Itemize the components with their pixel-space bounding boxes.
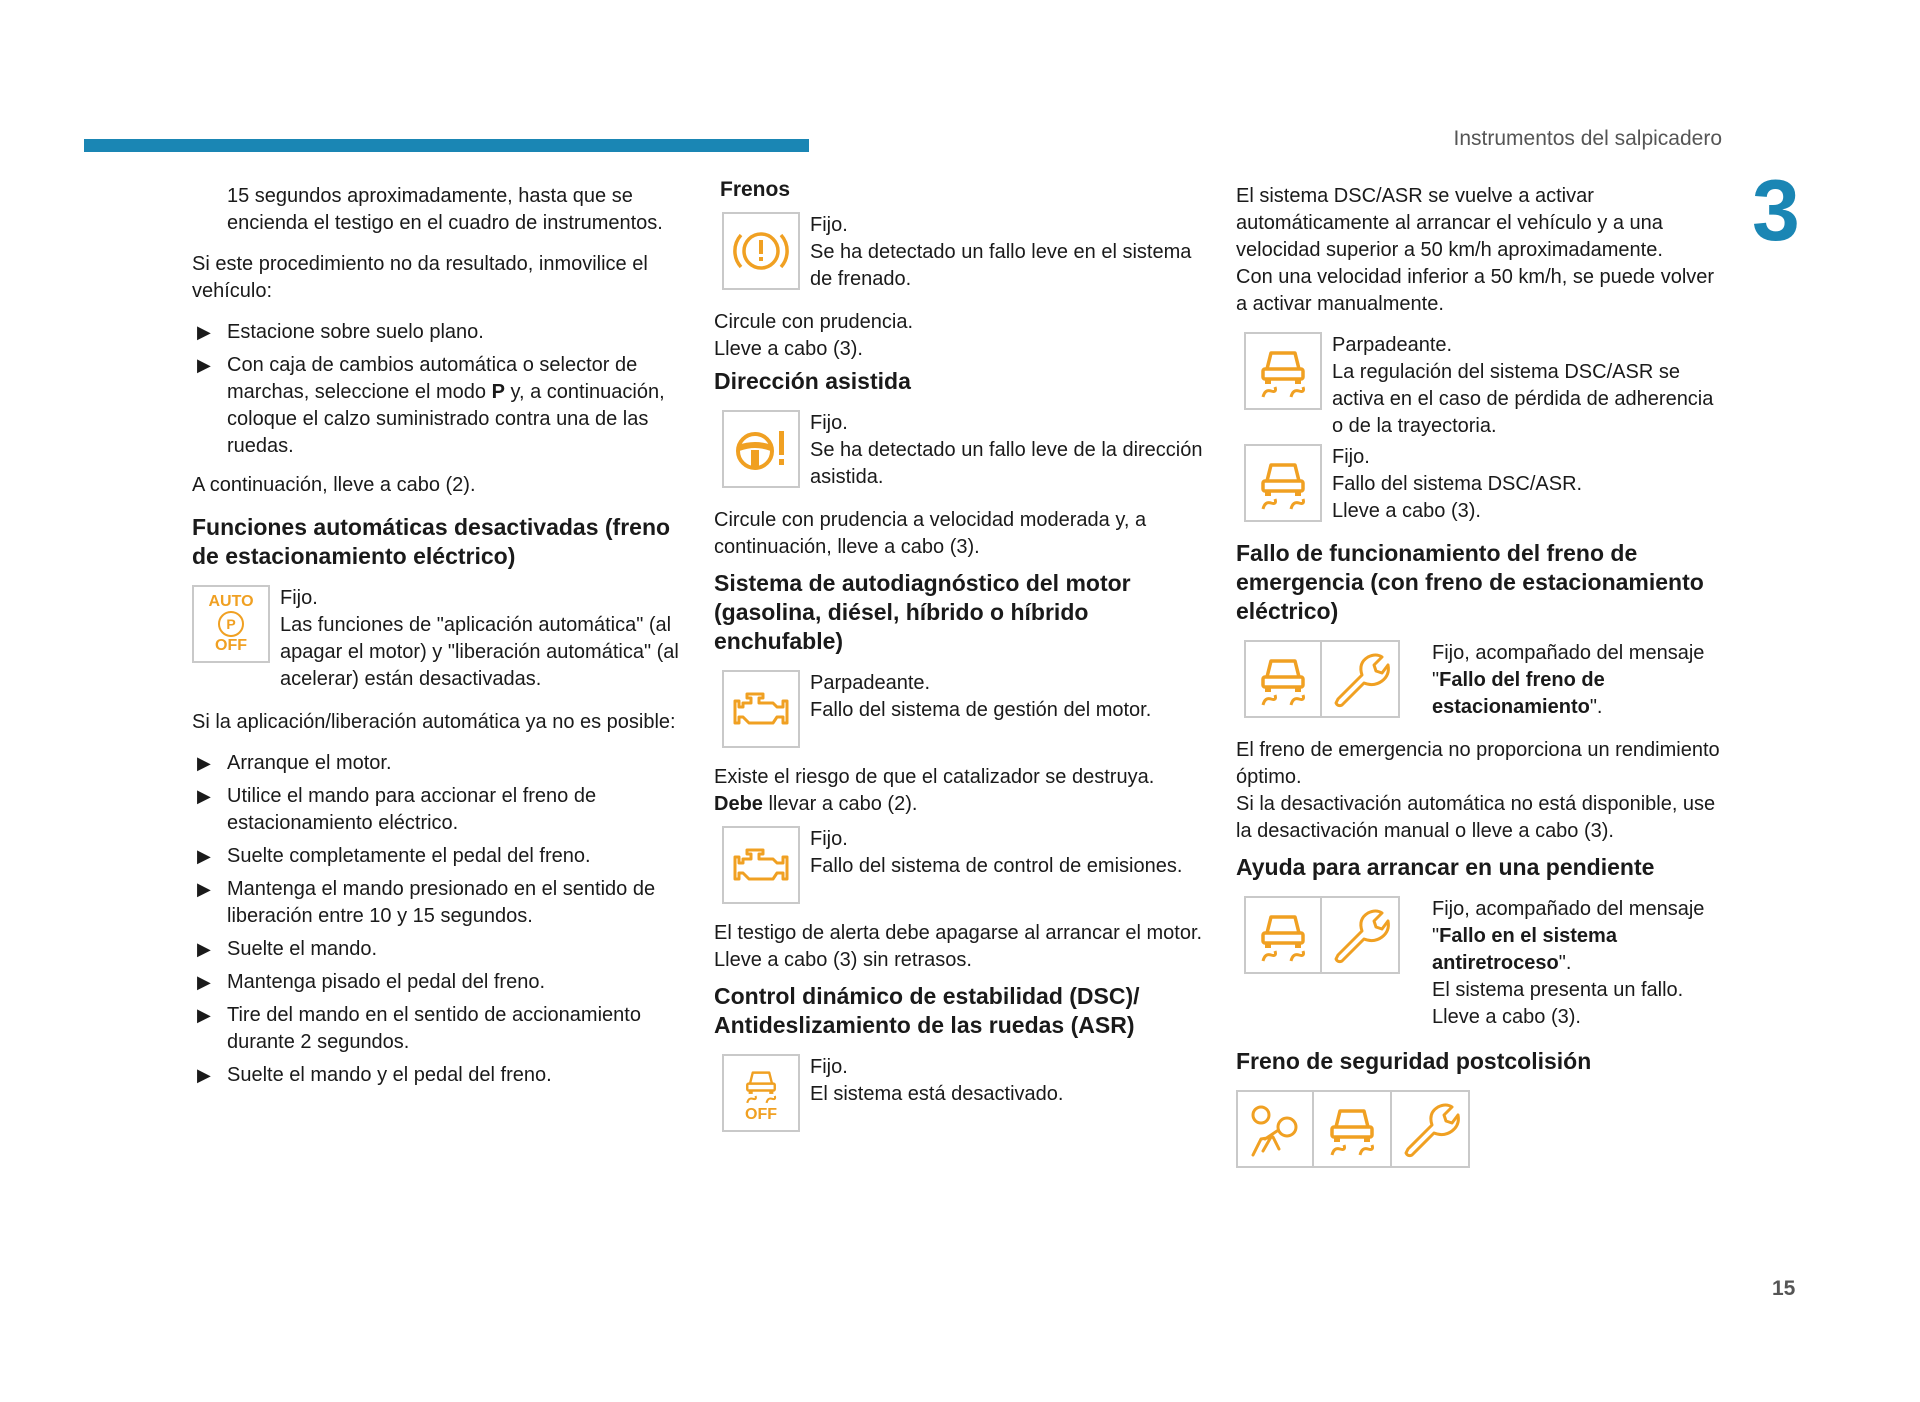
- warning-row: [1244, 640, 1726, 721]
- steering-warning-icon: [722, 410, 800, 488]
- paragraph: Si la desactivación automática no está disponible, use la desactivación manual o lleve a cabo (3).: [1236, 793, 1716, 842]
- paragraph: A continuación, lleve a cabo (2).: [192, 474, 476, 496]
- section-heading: Frenos: [720, 178, 791, 201]
- warning-text: La regulación del sistema DSC/ASR se activa en el caso de pérdida de adherencia o de la trayectoria.: [1332, 361, 1714, 437]
- bullet-triangle-icon: ▶: [197, 322, 211, 342]
- warning-status: Fijo.: [810, 214, 848, 236]
- warning-row: [722, 410, 1204, 491]
- section-heading: Dirección asistida: [714, 368, 911, 394]
- warning-status: Fijo.: [280, 587, 318, 609]
- warning-row: [722, 212, 1204, 293]
- paragraph: Lleve a cabo (3) sin retrasos.: [714, 949, 972, 971]
- warning-row: [1244, 332, 1726, 440]
- warning-status: Fijo.: [810, 412, 848, 434]
- paragraph: Circule con prudencia a velocidad moderada y, a continuación, lleve a cabo (3).: [714, 509, 1147, 558]
- list-item: ▶ Suelte el mando y el pedal del freno.: [192, 1062, 682, 1089]
- chapter-title: Instrumentos del salpicadero: [1453, 127, 1722, 150]
- list-item: ▶ Utilice el mando para accionar el freno de estacionamiento eléctrico.: [197, 785, 597, 834]
- paragraph: El sistema DSC/ASR se vuelve a activar automáticamente al arrancar el vehículo y a una velocidad superior a 50 km/h aproximadamente.: [1236, 185, 1663, 261]
- warning-row: [722, 826, 1204, 904]
- list-item: ▶ Suelte completamente el pedal del freno.: [192, 843, 682, 870]
- bullet-triangle-icon: ▶: [197, 972, 211, 992]
- bullet-list: [192, 750, 682, 1089]
- paragraph: Con una velocidad inferior a 50 km/h, se puede volver a activar manualmente.: [1236, 266, 1715, 315]
- section-heading: Ayuda para arrancar en una pendiente: [1236, 854, 1655, 880]
- warning-text: Lleve a cabo (3).: [1432, 1006, 1581, 1028]
- list-item: ▶ Estacione sobre suelo plano.: [192, 319, 682, 346]
- dsc-off-icon: OFF: [722, 1054, 800, 1132]
- column-left: [192, 183, 682, 1101]
- section-heading: Freno de seguridad postcolisión: [1236, 1048, 1592, 1074]
- brake-warning-icon: [722, 212, 800, 290]
- warning-text: Se ha detectado un fallo leve de la dirección asistida.: [810, 439, 1203, 488]
- warning-status: Fijo.: [810, 828, 848, 850]
- warning-row: [1244, 896, 1726, 1031]
- bullet-triangle-icon: ▶: [197, 1005, 211, 1025]
- bullet-list: [192, 319, 682, 460]
- warning-text: Lleve a cabo (3).: [1332, 500, 1481, 522]
- list-item: ▶ Mantenga el mando presionado en el sentido de liberación entre 10 y 15 segundos.: [197, 878, 656, 927]
- paragraph: El testigo de alerta debe apagarse al arrancar el motor.: [714, 922, 1203, 944]
- skid-warning-icon: [1244, 640, 1322, 718]
- skid-warning-icon: [1244, 444, 1322, 522]
- warning-status: Fijo.: [1332, 446, 1370, 468]
- warning-row: [722, 1054, 1204, 1132]
- bullet-triangle-icon: ▶: [197, 846, 211, 866]
- warning-row: [722, 670, 1204, 748]
- page-number: 15: [1772, 1277, 1796, 1300]
- paragraph: Existe el riesgo de que el catalizador se destruya.: [714, 766, 1155, 788]
- bullet-triangle-icon: ▶: [197, 753, 211, 773]
- postcollision-icons: [1236, 1090, 1726, 1168]
- skid-warning-icon: [1244, 896, 1322, 974]
- section-heading: Sistema de autodiagnóstico del motor (gasolina, diésel, híbrido o híbrido enchufable): [714, 570, 1131, 654]
- warning-text: Las funciones de "aplicación automática" (al apagar el motor) y "liberación automática" (al acelerar) están desactivadas.: [280, 614, 679, 690]
- engine-warning-icon: [722, 826, 800, 904]
- bullet-triangle-icon: ▶: [197, 939, 211, 959]
- column-right: [1236, 183, 1726, 1168]
- warning-row: [1244, 444, 1726, 525]
- wrench-icon: [1392, 1090, 1470, 1168]
- chapter-number: 3: [1752, 163, 1800, 259]
- list-item: ▶ Suelte el mando.: [192, 936, 682, 963]
- engine-warning-icon: [722, 670, 800, 748]
- list-item: ▶ Tire del mando en el sentido de accionamiento durante 2 segundos.: [197, 1004, 641, 1053]
- paragraph: Debe llevar a cabo (2).: [714, 793, 918, 815]
- warning-text: Fallo del sistema de gestión del motor.: [810, 699, 1152, 721]
- bullet-triangle-icon: ▶: [197, 1065, 211, 1085]
- skid-warning-icon: [1314, 1090, 1392, 1168]
- warning-text: Fallo del sistema de control de emisiones.: [810, 855, 1183, 877]
- auto-p-off-icon: AUTO P OFF: [192, 585, 270, 663]
- wrench-icon: [1322, 640, 1400, 718]
- warning-status: Fijo.: [810, 1056, 848, 1078]
- section-heading: Funciones automáticas desactivadas (freno de estacionamiento eléctrico): [192, 514, 671, 569]
- bullet-triangle-icon: ▶: [197, 786, 211, 806]
- list-item: ▶ Con caja de cambios automática o selector de marchas, seleccione el modo P y, a continuación, coloque el calzo suministrado contra una de las ruedas.: [197, 354, 665, 457]
- paragraph: 15 segundos aproximadamente, hasta que se encienda el testigo en el cuadro de instrumentos.: [227, 185, 663, 234]
- paragraph: Lleve a cabo (3).: [714, 338, 863, 360]
- bullet-triangle-icon: ▶: [197, 355, 211, 375]
- list-item: ▶ Arranque el motor.: [192, 750, 682, 777]
- warning-status: Parpadeante.: [810, 672, 931, 694]
- warning-status: Parpadeante.: [1332, 334, 1453, 356]
- warning-text: Fallo del sistema DSC/ASR.: [1332, 473, 1583, 495]
- column-middle: [714, 175, 1204, 1148]
- warning-text: El sistema presenta un fallo.: [1432, 979, 1684, 1001]
- paragraph: El freno de emergencia no proporciona un rendimiento óptimo.: [1236, 739, 1720, 788]
- airbag-icon: [1236, 1090, 1314, 1168]
- warning-text: Se ha detectado un fallo leve en el sistema de frenado.: [810, 241, 1192, 290]
- paragraph: Si este procedimiento no da resultado, inmovilice el vehículo:: [192, 253, 648, 302]
- warning-text: Fijo, acompañado del mensaje "Fallo del freno de estacionamiento".: [1432, 642, 1705, 718]
- skid-warning-icon: [1244, 332, 1322, 410]
- warning-row: [192, 585, 682, 693]
- warning-text: El sistema está desactivado.: [810, 1083, 1064, 1105]
- warning-text: Fijo, acompañado del mensaje "Fallo en el sistema antiretroceso".: [1432, 898, 1705, 974]
- list-item: ▶ Mantenga pisado el pedal del freno.: [192, 969, 682, 996]
- header-accent-bar: [84, 139, 809, 152]
- paragraph: Circule con prudencia.: [714, 311, 913, 333]
- section-heading: Control dinámico de estabilidad (DSC)/ Antideslizamiento de las ruedas (ASR): [714, 983, 1140, 1038]
- wrench-icon: [1322, 896, 1400, 974]
- bullet-triangle-icon: ▶: [197, 879, 211, 899]
- paragraph: Si la aplicación/liberación automática ya no es posible:: [192, 711, 676, 733]
- section-heading: Fallo de funcionamiento del freno de emergencia (con freno de estacionamiento eléctrico): [1236, 540, 1704, 624]
